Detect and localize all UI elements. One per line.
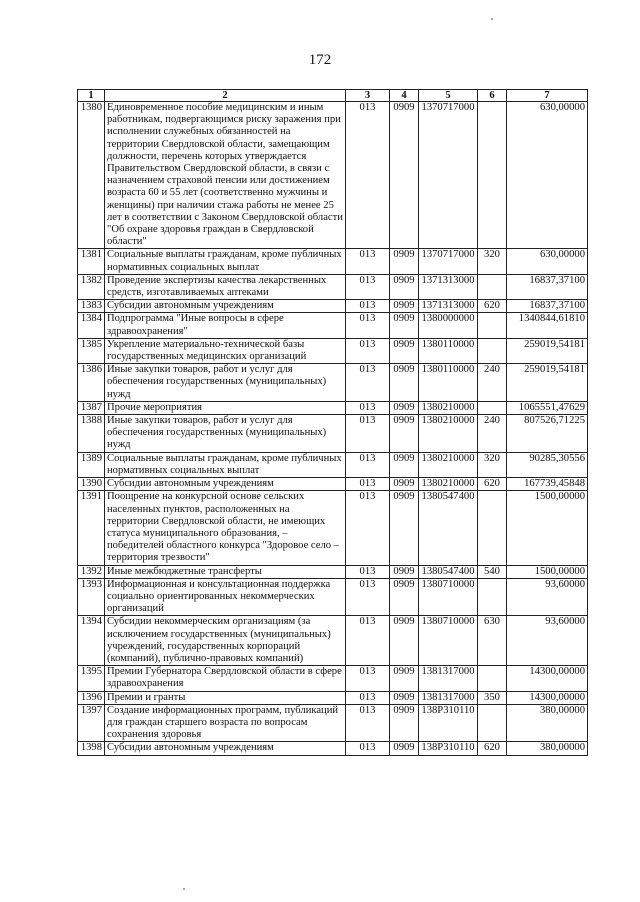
table-row — [78, 249, 588, 274]
row-ministry-code: 013 — [346, 415, 390, 453]
row-section-code: 0909 — [390, 364, 419, 402]
header-col-2: 2 — [105, 90, 346, 102]
table-row — [78, 742, 588, 755]
header-col-7: 7 — [507, 90, 588, 102]
row-amount: 16837,37100 — [507, 300, 588, 313]
row-name: Премии и гранты — [105, 691, 346, 704]
row-name: Проведение экспертизы качества лекарственных средств, изготавливаемых аптеками — [105, 274, 346, 299]
row-amount: 1500,00000 — [507, 491, 588, 565]
row-ministry-code: 013 — [346, 666, 390, 691]
table-row — [78, 704, 588, 742]
row-target-code: 1380110000 — [419, 338, 478, 363]
row-name: Премии Губернатора Свердловской области в сфере здравоохранения — [105, 666, 346, 691]
header-col-5: 5 — [419, 90, 478, 102]
row-target-code: 1380000000 — [419, 313, 478, 338]
row-name: Субсидии автономным учреждениям — [105, 300, 346, 313]
table-row — [78, 401, 588, 414]
row-section-code: 0909 — [390, 565, 419, 578]
row-amount: 807526,71225 — [507, 415, 588, 453]
budget-table — [77, 89, 588, 756]
row-number: 1385 — [78, 338, 105, 363]
row-ministry-code: 013 — [346, 704, 390, 742]
row-number: 1394 — [78, 616, 105, 666]
row-target-code: 1370717000 — [419, 102, 478, 249]
row-number: 1384 — [78, 313, 105, 338]
row-amount: 380,00000 — [507, 704, 588, 742]
row-section-code: 0909 — [390, 452, 419, 477]
table-row — [78, 452, 588, 477]
row-ministry-code: 013 — [346, 313, 390, 338]
row-name: Прочие мероприятия — [105, 401, 346, 414]
row-number: 1386 — [78, 364, 105, 402]
page-number: 172 — [308, 52, 332, 68]
row-target-code: 1370717000 — [419, 249, 478, 274]
row-expense-type — [478, 338, 507, 363]
row-expense-type: 620 — [478, 742, 507, 755]
row-target-code: 1380210000 — [419, 415, 478, 453]
row-name: Создание информационных программ, публикаций для граждан старшего возраста по вопросам сохранения здоровья — [105, 704, 346, 742]
row-number: 1392 — [78, 565, 105, 578]
row-number: 1380 — [78, 102, 105, 249]
scan-speck — [491, 18, 493, 20]
table-row — [78, 578, 588, 616]
row-amount: 259019,54181 — [507, 338, 588, 363]
row-amount: 380,00000 — [507, 742, 588, 755]
row-expense-type — [478, 666, 507, 691]
row-section-code: 0909 — [390, 578, 419, 616]
row-section-code: 0909 — [390, 274, 419, 299]
row-section-code: 0909 — [390, 249, 419, 274]
table-row — [78, 666, 588, 691]
row-number: 1390 — [78, 478, 105, 491]
row-name: Субсидии автономным учреждениям — [105, 742, 346, 755]
table-row — [78, 274, 588, 299]
row-target-code: 1380210000 — [419, 478, 478, 491]
row-amount: 259019,54181 — [507, 364, 588, 402]
row-number: 1397 — [78, 704, 105, 742]
row-number: 1391 — [78, 491, 105, 565]
table-row — [78, 565, 588, 578]
row-expense-type — [478, 102, 507, 249]
table-row — [78, 415, 588, 453]
row-expense-type: 240 — [478, 415, 507, 453]
row-ministry-code: 013 — [346, 565, 390, 578]
row-target-code: 1380710000 — [419, 578, 478, 616]
row-ministry-code: 013 — [346, 249, 390, 274]
row-number: 1383 — [78, 300, 105, 313]
row-amount: 1065551,47629 — [507, 401, 588, 414]
header-col-4: 4 — [390, 90, 419, 102]
row-amount: 93,60000 — [507, 578, 588, 616]
row-target-code: 1380210000 — [419, 452, 478, 477]
row-ministry-code: 013 — [346, 401, 390, 414]
row-expense-type: 540 — [478, 565, 507, 578]
row-name: Социальные выплаты гражданам, кроме публичных нормативных социальных выплат — [105, 452, 346, 477]
row-amount: 167739,45848 — [507, 478, 588, 491]
row-expense-type: 620 — [478, 300, 507, 313]
row-ministry-code: 013 — [346, 274, 390, 299]
row-expense-type: 350 — [478, 691, 507, 704]
row-number: 1395 — [78, 666, 105, 691]
header-row — [78, 90, 588, 102]
row-target-code: 1371313000 — [419, 300, 478, 313]
row-amount: 630,00000 — [507, 102, 588, 249]
row-expense-type — [478, 491, 507, 565]
row-section-code: 0909 — [390, 338, 419, 363]
table-row — [78, 616, 588, 666]
row-ministry-code: 013 — [346, 364, 390, 402]
row-amount: 1340844,61810 — [507, 313, 588, 338]
row-ministry-code: 013 — [346, 691, 390, 704]
row-number: 1389 — [78, 452, 105, 477]
header-col-6: 6 — [478, 90, 507, 102]
row-section-code: 0909 — [390, 666, 419, 691]
row-number: 1382 — [78, 274, 105, 299]
scan-speck — [183, 888, 185, 890]
row-expense-type: 620 — [478, 478, 507, 491]
row-expense-type — [478, 313, 507, 338]
row-number: 1381 — [78, 249, 105, 274]
row-target-code: 1380210000 — [419, 401, 478, 414]
row-section-code: 0909 — [390, 691, 419, 704]
row-target-code: 1380547400 — [419, 491, 478, 565]
row-name: Социальные выплаты гражданам, кроме публичных нормативных социальных выплат — [105, 249, 346, 274]
row-section-code: 0909 — [390, 742, 419, 755]
row-expense-type — [478, 401, 507, 414]
row-ministry-code: 013 — [346, 491, 390, 565]
row-section-code: 0909 — [390, 491, 419, 565]
row-expense-type: 320 — [478, 452, 507, 477]
row-ministry-code: 013 — [346, 102, 390, 249]
row-amount: 14300,00000 — [507, 666, 588, 691]
row-number: 1398 — [78, 742, 105, 755]
row-amount: 14300,00000 — [507, 691, 588, 704]
table-row — [78, 691, 588, 704]
row-name: Иные закупки товаров, работ и услуг для обеспечения государственных (муниципальных) нужд — [105, 415, 346, 453]
row-expense-type: 630 — [478, 616, 507, 666]
row-ministry-code: 013 — [346, 742, 390, 755]
row-target-code: 1381317000 — [419, 666, 478, 691]
header-col-1: 1 — [78, 90, 105, 102]
row-ministry-code: 013 — [346, 616, 390, 666]
row-name: Подпрограмма "Иные вопросы в сфере здравоохранения" — [105, 313, 346, 338]
table-row — [78, 102, 588, 249]
row-name: Единовременное пособие медицинским и иным работникам, подвергающимся риску заражения при исполнении служебных обязанностей на территории Свердловской области, замещающим должности, перечень которых утверждается Правительством Свердловской области, в связи с назначением страховой пенсии или достижением возраста 60 и 55 лет (соответственно мужчины и женщины) при наличии стажа работы не менее 25 лет в соответствии с Законом Свердловской области "Об охране здоровья граждан в Свердловской области" — [105, 102, 346, 249]
row-section-code: 0909 — [390, 415, 419, 453]
row-name: Укрепление материально-технической базы государственных медицинских организаций — [105, 338, 346, 363]
table-row — [78, 313, 588, 338]
row-amount: 90285,30556 — [507, 452, 588, 477]
table-row — [78, 364, 588, 402]
row-expense-type: 240 — [478, 364, 507, 402]
row-section-code: 0909 — [390, 478, 419, 491]
row-name: Субсидии автономным учреждениям — [105, 478, 346, 491]
row-name: Иные межбюджетные трансферты — [105, 565, 346, 578]
row-number: 1393 — [78, 578, 105, 616]
row-expense-type: 320 — [478, 249, 507, 274]
row-target-code: 1380547400 — [419, 565, 478, 578]
row-target-code: 138P310110 — [419, 704, 478, 742]
row-target-code: 138P310110 — [419, 742, 478, 755]
row-amount: 93,60000 — [507, 616, 588, 666]
row-amount: 1500,00000 — [507, 565, 588, 578]
row-target-code: 1380710000 — [419, 616, 478, 666]
row-ministry-code: 013 — [346, 300, 390, 313]
table-row — [78, 338, 588, 363]
row-section-code: 0909 — [390, 704, 419, 742]
row-amount: 630,00000 — [507, 249, 588, 274]
row-target-code: 1371313000 — [419, 274, 478, 299]
row-target-code: 1381317000 — [419, 691, 478, 704]
row-expense-type — [478, 704, 507, 742]
row-expense-type — [478, 578, 507, 616]
row-number: 1387 — [78, 401, 105, 414]
row-section-code: 0909 — [390, 102, 419, 249]
row-name: Информационная и консультационная поддержка социально ориентированных некоммерческих организаций — [105, 578, 346, 616]
row-name: Поощрение на конкурсной основе сельских населенных пунктов, расположенных на территории Свердловской области, не имеющих статуса муниципального образования, – победителей областного конкурса "Здоровое село – территория трезвости" — [105, 491, 346, 565]
row-target-code: 1380110000 — [419, 364, 478, 402]
row-number: 1388 — [78, 415, 105, 453]
row-section-code: 0909 — [390, 313, 419, 338]
row-ministry-code: 013 — [346, 338, 390, 363]
row-section-code: 0909 — [390, 300, 419, 313]
row-section-code: 0909 — [390, 401, 419, 414]
row-expense-type — [478, 274, 507, 299]
row-number: 1396 — [78, 691, 105, 704]
row-section-code: 0909 — [390, 616, 419, 666]
row-ministry-code: 013 — [346, 478, 390, 491]
header-col-3: 3 — [346, 90, 390, 102]
row-ministry-code: 013 — [346, 452, 390, 477]
table-row — [78, 478, 588, 491]
row-ministry-code: 013 — [346, 578, 390, 616]
row-amount: 16837,37100 — [507, 274, 588, 299]
row-name: Иные закупки товаров, работ и услуг для обеспечения государственных (муниципальных) нужд — [105, 364, 346, 402]
row-name: Субсидии некоммерческим организациям (за исключением государственных (муниципальных) учреждений, государственных корпораций (компаний), публично-правовых компаний) — [105, 616, 346, 666]
table-row — [78, 491, 588, 565]
table-row — [78, 300, 588, 313]
